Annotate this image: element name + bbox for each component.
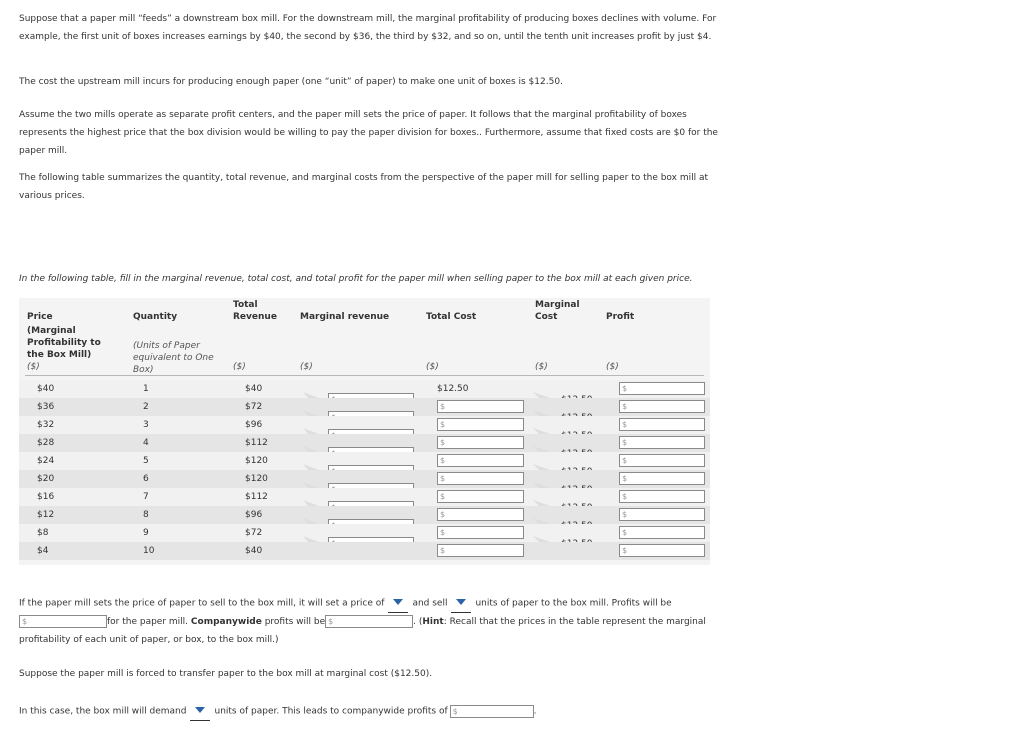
quantity-cell: 3 bbox=[143, 420, 149, 430]
total-cost-input[interactable]: $ bbox=[437, 400, 524, 413]
companywide-profit-mc-input[interactable]: $ bbox=[450, 705, 534, 718]
unit-label: ($) bbox=[606, 362, 619, 372]
header-profit: Profit bbox=[606, 312, 635, 322]
q1-text: for the paper mill. bbox=[107, 617, 189, 627]
question-1 bbox=[19, 593, 719, 649]
unit-label: ($) bbox=[535, 362, 548, 372]
quantity-cell: 6 bbox=[143, 474, 149, 484]
total-cost-input[interactable]: $ bbox=[437, 436, 524, 449]
total-revenue-cell: $40 bbox=[245, 546, 263, 556]
total-revenue-cell: $40 bbox=[245, 384, 263, 394]
q1-text: . ( bbox=[413, 617, 423, 627]
total-revenue-cell: $72 bbox=[245, 402, 263, 412]
price-cell: $40 bbox=[37, 384, 55, 394]
profit-input[interactable]: $ bbox=[619, 382, 705, 395]
q3-text: units of paper. This leads to companywide profits of bbox=[214, 706, 448, 717]
header-total-cost: Total Cost bbox=[426, 312, 477, 322]
price-cell: $24 bbox=[37, 456, 55, 466]
q1-companywide: Companywide bbox=[190, 617, 262, 627]
header-marginal-cost: Marginal Cost bbox=[535, 300, 580, 322]
header-total-revenue: Total Revenue bbox=[233, 300, 277, 322]
total-revenue-cell: $120 bbox=[245, 456, 268, 466]
total-revenue-cell: $112 bbox=[245, 438, 268, 448]
price-cell: $12 bbox=[37, 510, 55, 520]
price-cell: $8 bbox=[37, 528, 49, 538]
profit-input[interactable]: $ bbox=[619, 508, 705, 521]
price-cell: $16 bbox=[37, 492, 55, 502]
price-cell: $32 bbox=[37, 420, 55, 430]
intro-paragraph-4: The following table summarizes the quantity, total revenue, and marginal costs from the perspective of the paper mill for selling paper to the box mill at various prices. bbox=[19, 173, 709, 201]
unit-label: ($) bbox=[27, 362, 40, 372]
quantity-cell: 2 bbox=[143, 402, 149, 412]
price-cell: $4 bbox=[37, 546, 49, 556]
quantity-cell: 1 bbox=[143, 384, 149, 394]
total-revenue-cell: $120 bbox=[245, 474, 268, 484]
chevron-down-icon bbox=[195, 707, 205, 713]
total-cost-input[interactable]: $ bbox=[437, 454, 524, 467]
quantity-dropdown[interactable] bbox=[451, 593, 471, 613]
quantity-cell: 4 bbox=[143, 438, 149, 448]
total-revenue-cell: $72 bbox=[245, 528, 263, 538]
q1-text: units of paper to the box mill. Profits will be bbox=[475, 598, 672, 609]
header-price-sub: (Marginal Profitability to the Box Mill) bbox=[27, 326, 101, 360]
question-2: Suppose the paper mill is forced to transfer paper to the box mill at marginal cost ($12.50). bbox=[19, 669, 433, 679]
intro-paragraph-3: Assume the two mills operate as separate profit centers, and the paper mill sets the price of paper. It follows that the marginal profitability of boxes represents the highest price that the box division would be willing to pay the paper division for boxes.. Furthermore, assume that fixed costs are $0 for the paper mill. bbox=[19, 110, 718, 156]
total-cost-input[interactable]: $ bbox=[437, 490, 524, 503]
q1-hint-label: Hint bbox=[422, 617, 444, 627]
unit-label: ($) bbox=[233, 362, 246, 372]
q3-text: In this case, the box mill will demand bbox=[19, 706, 187, 717]
q1-text: and sell bbox=[412, 598, 448, 609]
quantity-cell: 10 bbox=[143, 546, 155, 556]
profit-input[interactable]: $ bbox=[619, 544, 705, 557]
profit-input[interactable]: $ bbox=[619, 418, 705, 431]
total-cost-input[interactable]: $ bbox=[437, 526, 524, 539]
quantity-cell: 7 bbox=[143, 492, 149, 502]
profit-input[interactable]: $ bbox=[619, 472, 705, 485]
question-3 bbox=[19, 701, 719, 721]
box-mill-demand-dropdown[interactable] bbox=[190, 701, 210, 721]
header-quantity-sub: (Units of Paper equivalent to One Box) bbox=[133, 341, 214, 375]
price-cell: $28 bbox=[37, 438, 55, 448]
q1-hint-text: : Recall that the prices in the table represent the marginal profitability of each unit of paper, or box, to the box mill.) bbox=[19, 617, 706, 645]
price-dropdown[interactable] bbox=[388, 593, 408, 613]
header-quantity: Quantity bbox=[133, 312, 178, 322]
profit-table bbox=[19, 298, 710, 565]
unit-label: ($) bbox=[426, 362, 439, 372]
quantity-cell: 8 bbox=[143, 510, 149, 520]
chevron-down-icon bbox=[456, 599, 466, 605]
paper-mill-profit-input[interactable]: $ bbox=[19, 615, 107, 628]
intro-paragraph-1: Suppose that a paper mill “feeds” a downstream box mill. For the downstream mill, the marginal profitability of producing boxes declines with volume. For example, the first unit of boxes increases earnings by $40, the second by $36, the third by $32, and so on, until the tenth unit increases profit by just $4. bbox=[19, 14, 717, 42]
intro-paragraph-2: The cost the upstream mill incurs for producing enough paper (one “unit” of paper) to make one unit of boxes is $12.50. bbox=[19, 77, 563, 87]
q1-text: profits will be bbox=[264, 617, 326, 627]
header-divider bbox=[25, 375, 704, 376]
profit-input[interactable]: $ bbox=[619, 454, 705, 467]
header-price: Price bbox=[27, 312, 53, 322]
q1-text: If the paper mill sets the price of paper to sell to the box mill, it will set a price of bbox=[19, 598, 385, 609]
total-cost-input[interactable]: $ bbox=[437, 544, 524, 557]
total-revenue-cell: $96 bbox=[245, 420, 263, 430]
total-cost-input[interactable]: $ bbox=[437, 472, 524, 485]
total-cost-input[interactable]: $ bbox=[437, 508, 524, 521]
quantity-cell: 5 bbox=[143, 456, 149, 466]
table-row bbox=[19, 542, 710, 560]
total-revenue-cell: $96 bbox=[245, 510, 263, 520]
profit-input[interactable]: $ bbox=[619, 526, 705, 539]
total-cost-cell: $12.50 bbox=[437, 384, 469, 394]
profit-input[interactable]: $ bbox=[619, 436, 705, 449]
profit-input[interactable]: $ bbox=[619, 490, 705, 503]
quantity-cell: 9 bbox=[143, 528, 149, 538]
header-marginal-revenue: Marginal revenue bbox=[300, 312, 390, 322]
total-revenue-cell: $112 bbox=[245, 492, 268, 502]
unit-label: ($) bbox=[300, 362, 313, 372]
q3-text: . bbox=[533, 706, 537, 717]
table-instruction: In the following table, fill in the marginal revenue, total cost, and total profit for the paper mill when selling paper to the box mill at each given price. bbox=[19, 274, 693, 284]
price-cell: $20 bbox=[37, 474, 55, 484]
total-cost-input[interactable]: $ bbox=[437, 418, 524, 431]
price-cell: $36 bbox=[37, 402, 55, 412]
chevron-down-icon bbox=[393, 599, 403, 605]
profit-input[interactable]: $ bbox=[619, 400, 705, 413]
companywide-profit-input[interactable]: $ bbox=[325, 615, 413, 628]
